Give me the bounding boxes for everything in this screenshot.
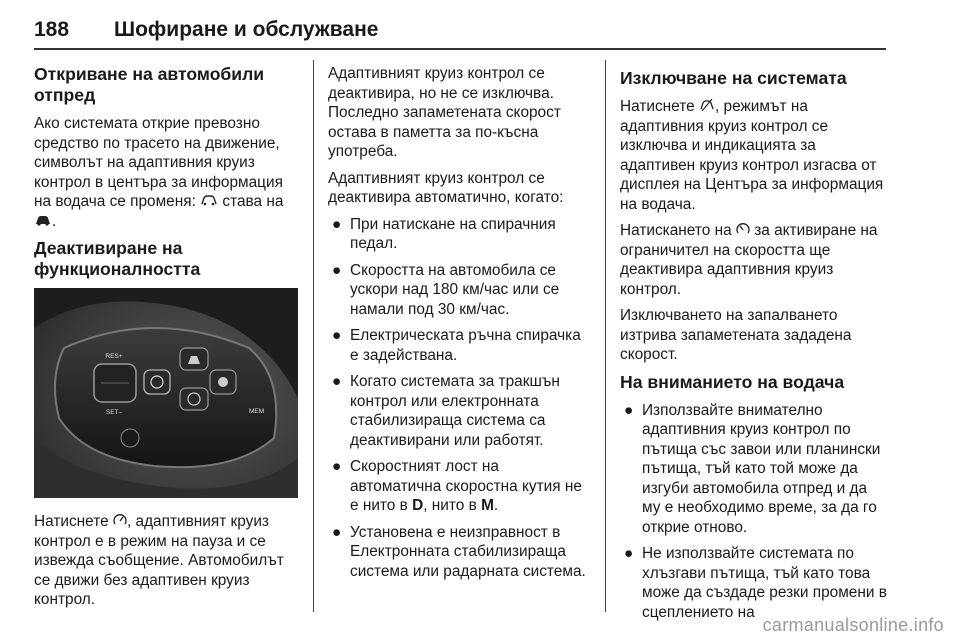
- column-divider-1: [313, 60, 314, 612]
- list-item: ● Електрическата ръчна спирачка е задействана.: [332, 327, 581, 364]
- speed-limiter-icon: [736, 222, 750, 235]
- list-item: ● Когато системата за тракшън контрол или електронната стабилизираща система са деактивирани или работят.: [332, 373, 560, 449]
- bullet: ●: [332, 523, 342, 541]
- cruise-car-outline-icon: [200, 193, 218, 206]
- list-item: ● Използвайте внимателно адаптивния круиз контрол по пътища със завои или планински пътища, тъй като той може да изгуби автомобила отпред и да му е необходимо време, за да го открие отново.: [624, 401, 881, 536]
- paragraph-system-off: Натиснете , режимът на адаптивния круиз контрол се изключва и индикацията за адаптивен круиз контрол изгасва от дисплея на Центъра за информация на водача.: [620, 98, 884, 213]
- list-item: ● Установена е неизправност в Електронната стабилизираща система или радарната система.: [332, 523, 586, 580]
- auto-deactivation-list: [328, 215, 590, 582]
- bullet: ●: [624, 545, 634, 562]
- column-2: [328, 64, 590, 588]
- chapter-title: Шофиране и обслужване: [114, 18, 379, 41]
- bullet: ●: [624, 401, 634, 419]
- list-item: ● При натискане на спирачния педал.: [332, 215, 556, 252]
- paragraph-auto-deactivation: Адаптивният круиз контрол се деактивира автоматично, когато:: [328, 169, 564, 206]
- bullet: ●: [332, 373, 342, 390]
- paragraph-deactivated-not-off: Адаптивният круиз контрол се деактивира, но не се изключва. Последно запаметената скорост остава в паметта за по-късна употреба.: [328, 65, 561, 160]
- bullet: ●: [332, 215, 342, 233]
- bullet: ●: [332, 458, 342, 475]
- set-label: SET–: [105, 409, 123, 416]
- column-divider-2: [605, 60, 606, 612]
- paragraph-speed-limiter: Натискането на за активиране на ограничител на скоростта ще деактивира адаптивния круиз контрол.: [620, 222, 878, 298]
- page-number: 188: [34, 18, 70, 41]
- cruise-car-off-icon: [699, 98, 715, 111]
- list-item: ● Не използвайте системата по хлъзгави пътища, тъй като това може да създаде резки промени в сцеплението на: [624, 545, 887, 621]
- heading-vehicle-detection: Откриване на автомобили отпред: [34, 64, 265, 105]
- bullet: ●: [332, 261, 342, 279]
- watermark: carmanualsonline.info: [762, 615, 944, 635]
- page-header: [34, 18, 886, 50]
- cruise-car-filled-icon: [34, 213, 52, 226]
- list-item: ● Скоростта на автомобила се ускори над 180 км/час или се намали под 30 км/час.: [332, 261, 560, 318]
- paragraph-detection: Ако системата открие превозно средство по трасето на движение, символът на адаптивния круиз контрол в центъра за информация на водача се променя: става на .: [34, 115, 284, 230]
- mem-label: MEM: [249, 408, 265, 415]
- bullet: ●: [332, 327, 342, 344]
- heading-system-off: Изключване на системата: [620, 68, 847, 88]
- steering-wheel-controls-photo: [34, 288, 298, 498]
- driver-attention-list: [620, 401, 888, 623]
- paragraph-deactivate-press: Натиснете , адаптивният круиз контрол е в режим на пауза и се извежда съобщение. Автомобилът се движи без адаптивен круиз контрол.: [34, 513, 284, 608]
- paragraph-ignition-off: Изключването на запалването изтрива запаметената зададена скорост.: [620, 307, 852, 363]
- list-item: ● Скоростният лост на автоматична скоростна кутия не е нито в D, нито в M.: [332, 458, 582, 514]
- column-1: [34, 60, 300, 617]
- header-rule: [34, 48, 886, 50]
- pause-gauge-icon: [113, 513, 127, 526]
- column-3: [620, 64, 888, 629]
- res-label: RES+: [105, 353, 123, 360]
- heading-deactivation: Деактивиране на функционалността: [34, 238, 201, 279]
- heading-driver-attention: На вниманието на водача: [620, 371, 845, 392]
